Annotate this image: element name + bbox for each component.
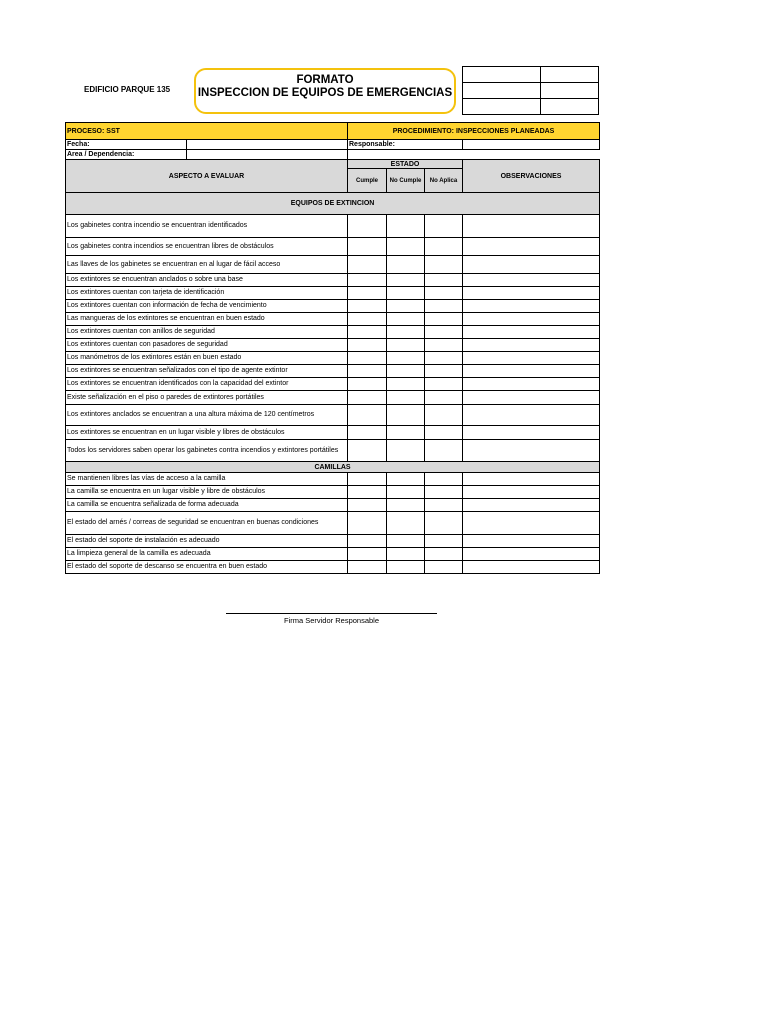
- code-row: [463, 67, 599, 83]
- observations-cell[interactable]: [463, 274, 600, 287]
- complies-cell[interactable]: [348, 300, 387, 313]
- not-applicable-cell[interactable]: [425, 238, 463, 256]
- not-applicable-cell[interactable]: [425, 300, 463, 313]
- complies-cell[interactable]: [348, 548, 387, 561]
- not-complies-cell[interactable]: [387, 486, 425, 499]
- observations-cell[interactable]: [463, 352, 600, 365]
- complies-header: Cumple: [348, 169, 387, 193]
- not-complies-header: No Cumple: [387, 169, 425, 193]
- date-field[interactable]: [187, 140, 348, 150]
- not-complies-cell[interactable]: [387, 274, 425, 287]
- complies-cell[interactable]: [348, 256, 387, 274]
- complies-cell[interactable]: [348, 215, 387, 238]
- not-complies-cell[interactable]: [387, 535, 425, 548]
- not-applicable-cell[interactable]: [425, 548, 463, 561]
- aspect-text: La camilla se encuentra en un lugar visible y libre de obstáculos: [66, 486, 348, 499]
- section-title: CAMILLAS: [66, 462, 600, 473]
- section-title: EQUIPOS DE EXTINCION: [66, 193, 600, 215]
- aspect-text: Los extintores cuentan con información de fecha de vencimiento: [66, 300, 348, 313]
- not-applicable-cell[interactable]: [425, 326, 463, 339]
- not-applicable-cell[interactable]: [425, 512, 463, 535]
- complies-cell[interactable]: [348, 535, 387, 548]
- signature-line: [226, 613, 437, 614]
- observations-cell[interactable]: [463, 405, 600, 426]
- aspect-text: Los extintores se encuentran señalizados con el tipo de agente extintor: [66, 365, 348, 378]
- table-row: [66, 365, 600, 378]
- complies-cell[interactable]: [348, 378, 387, 391]
- table-row: [66, 274, 600, 287]
- not-applicable-cell[interactable]: [425, 405, 463, 426]
- area-field[interactable]: [187, 150, 348, 160]
- not-applicable-cell[interactable]: [425, 440, 463, 462]
- table-row: [66, 238, 600, 256]
- complies-cell[interactable]: [348, 486, 387, 499]
- column-header-row: [66, 160, 600, 169]
- complies-cell[interactable]: [348, 561, 387, 574]
- complies-cell[interactable]: [348, 339, 387, 352]
- aspect-text: Los extintores cuentan con pasadores de seguridad: [66, 339, 348, 352]
- section-header-row: [66, 193, 600, 215]
- code-row: [463, 83, 599, 99]
- observations-cell[interactable]: [463, 326, 600, 339]
- not-complies-cell[interactable]: [387, 287, 425, 300]
- building-name: EDIFICIO PARQUE 135: [84, 85, 171, 94]
- code-row: [463, 99, 599, 115]
- not-complies-cell[interactable]: [387, 215, 425, 238]
- observations-cell[interactable]: [463, 215, 600, 238]
- area-label: Area / Dependencia:: [66, 150, 187, 160]
- observations-cell[interactable]: [463, 256, 600, 274]
- aspect-text: Los extintores se encuentran en un lugar visible y libres de obstáculos: [66, 426, 348, 440]
- aspect-text: Los extintores cuentan con tarjeta de identificación: [66, 287, 348, 300]
- observations-cell[interactable]: [463, 535, 600, 548]
- not-applicable-cell[interactable]: [425, 391, 463, 405]
- aspect-text: La camilla se encuentra señalizada de forma adecuada: [66, 499, 348, 512]
- table-row: [66, 426, 600, 440]
- complies-cell[interactable]: [348, 238, 387, 256]
- info-row-date: [66, 140, 600, 150]
- table-row: [66, 378, 600, 391]
- observations-header: OBSERVACIONES: [463, 160, 600, 193]
- table-row: [66, 339, 600, 352]
- aspect-text: La limpieza general de la camilla es adecuada: [66, 548, 348, 561]
- complies-cell[interactable]: [348, 440, 387, 462]
- observations-cell[interactable]: [463, 499, 600, 512]
- format-label: FORMATO: [296, 74, 354, 86]
- complies-cell[interactable]: [348, 287, 387, 300]
- not-complies-cell[interactable]: [387, 512, 425, 535]
- table-row: [66, 473, 600, 486]
- not-complies-cell[interactable]: [387, 378, 425, 391]
- table-row: [66, 215, 600, 238]
- not-complies-cell[interactable]: [387, 352, 425, 365]
- aspect-text: Los manómetros de los extintores están en buen estado: [66, 352, 348, 365]
- table-row: [66, 391, 600, 405]
- complies-cell[interactable]: [348, 473, 387, 486]
- responsible-field[interactable]: [463, 140, 600, 150]
- table-row: [66, 300, 600, 313]
- complies-cell[interactable]: [348, 365, 387, 378]
- table-row: [66, 313, 600, 326]
- section-header-row: [66, 462, 600, 473]
- date-label: Fecha:: [66, 140, 187, 150]
- not-applicable-cell[interactable]: [425, 486, 463, 499]
- observations-cell[interactable]: [463, 378, 600, 391]
- not-applicable-cell[interactable]: [425, 561, 463, 574]
- not-applicable-header: No Aplica: [425, 169, 463, 193]
- not-applicable-cell[interactable]: [425, 473, 463, 486]
- aspect-text: Todos los servidores saben operar los gabinetes contra incendios y extintores portátiles: [66, 440, 348, 462]
- observations-cell[interactable]: [463, 238, 600, 256]
- observations-cell[interactable]: [463, 365, 600, 378]
- not-complies-cell[interactable]: [387, 405, 425, 426]
- observations-cell[interactable]: [463, 391, 600, 405]
- not-complies-cell[interactable]: [387, 326, 425, 339]
- not-complies-cell[interactable]: [387, 339, 425, 352]
- aspect-text: El estado del soporte de instalación es adecuado: [66, 535, 348, 548]
- complies-cell[interactable]: [348, 352, 387, 365]
- not-applicable-cell[interactable]: [425, 215, 463, 238]
- observations-cell[interactable]: [463, 313, 600, 326]
- table-row: [66, 256, 600, 274]
- table-row: [66, 548, 600, 561]
- observations-cell[interactable]: [463, 339, 600, 352]
- not-complies-cell[interactable]: [387, 256, 425, 274]
- not-applicable-cell[interactable]: [425, 535, 463, 548]
- aspect-text: Los extintores cuentan con anillos de seguridad: [66, 326, 348, 339]
- not-applicable-cell[interactable]: [425, 378, 463, 391]
- aspect-text: Los extintores se encuentran anclados o sobre una base: [66, 274, 348, 287]
- not-applicable-cell[interactable]: [425, 287, 463, 300]
- table-row: [66, 405, 600, 426]
- table-row: [66, 352, 600, 365]
- not-applicable-cell[interactable]: [425, 365, 463, 378]
- table-row: [66, 561, 600, 574]
- aspect-text: Los gabinetes contra incendios se encuentran libres de obstáculos: [66, 238, 348, 256]
- state-header: ESTADO: [348, 160, 463, 169]
- complies-cell[interactable]: [348, 391, 387, 405]
- complies-cell[interactable]: [348, 426, 387, 440]
- table-row: [66, 287, 600, 300]
- table-row: [66, 535, 600, 548]
- complies-cell[interactable]: [348, 405, 387, 426]
- not-complies-cell[interactable]: [387, 473, 425, 486]
- observations-cell[interactable]: [463, 486, 600, 499]
- info-row-process: [66, 123, 600, 140]
- observations-cell[interactable]: [463, 473, 600, 486]
- not-complies-cell[interactable]: [387, 548, 425, 561]
- not-complies-cell[interactable]: [387, 440, 425, 462]
- title-box: [194, 68, 456, 114]
- not-applicable-cell[interactable]: [425, 499, 463, 512]
- aspect-text: Existe señalización en el piso o paredes de extintores portátiles: [66, 391, 348, 405]
- procedure-label: PROCEDIMIENTO: INSPECCIONES PLANEADAS: [348, 123, 600, 140]
- not-complies-cell[interactable]: [387, 300, 425, 313]
- responsible-label: Responsable:: [348, 140, 463, 150]
- table-row: [66, 326, 600, 339]
- observations-cell[interactable]: [463, 287, 600, 300]
- not-complies-cell[interactable]: [387, 238, 425, 256]
- table-row: [66, 512, 600, 535]
- table-row: [66, 486, 600, 499]
- aspect-text: El estado del soporte de descanso se encuentra en buen estado: [66, 561, 348, 574]
- aspect-text: El estado del arnés / correas de seguridad se encuentran en buenas condiciones: [66, 512, 348, 535]
- not-complies-cell[interactable]: [387, 391, 425, 405]
- complies-cell[interactable]: [348, 326, 387, 339]
- not-applicable-cell[interactable]: [425, 339, 463, 352]
- observations-cell[interactable]: [463, 548, 600, 561]
- observations-cell[interactable]: [463, 512, 600, 535]
- complies-cell[interactable]: [348, 499, 387, 512]
- not-complies-cell[interactable]: [387, 499, 425, 512]
- not-applicable-cell[interactable]: [425, 256, 463, 274]
- aspect-text: Los extintores se encuentran identificados con la capacidad del extintor: [66, 378, 348, 391]
- table-row: [66, 499, 600, 512]
- signature-label: Firma Servidor Responsable: [283, 616, 380, 625]
- not-applicable-cell[interactable]: [425, 274, 463, 287]
- aspect-text: Se mantienen libres las vías de acceso a la camilla: [66, 473, 348, 486]
- process-label: PROCESO: SST: [66, 123, 348, 140]
- info-row-area: [66, 150, 600, 160]
- aspect-text: Los gabinetes contra incendio se encuentran identificados: [66, 215, 348, 238]
- not-complies-cell[interactable]: [387, 313, 425, 326]
- complies-cell[interactable]: [348, 313, 387, 326]
- observations-cell[interactable]: [463, 561, 600, 574]
- table-row: [66, 440, 600, 462]
- complies-cell[interactable]: [348, 274, 387, 287]
- aspect-text: Los extintores anclados se encuentran a una altura máxima de 120 centímetros: [66, 405, 348, 426]
- not-complies-cell[interactable]: [387, 561, 425, 574]
- observations-cell[interactable]: [463, 440, 600, 462]
- not-complies-cell[interactable]: [387, 426, 425, 440]
- observations-cell[interactable]: [463, 300, 600, 313]
- inspection-table: [65, 122, 600, 574]
- document-code-table: [462, 66, 599, 115]
- document-title: INSPECCION DE EQUIPOS DE EMERGENCIAS: [197, 87, 453, 99]
- not-applicable-cell[interactable]: [425, 426, 463, 440]
- not-applicable-cell[interactable]: [425, 352, 463, 365]
- aspect-text: Las mangueras de los extintores se encuentran en buen estado: [66, 313, 348, 326]
- not-complies-cell[interactable]: [387, 365, 425, 378]
- complies-cell[interactable]: [348, 512, 387, 535]
- not-applicable-cell[interactable]: [425, 313, 463, 326]
- aspect-header: ASPECTO A EVALUAR: [66, 160, 348, 193]
- observations-cell[interactable]: [463, 426, 600, 440]
- aspect-text: Las llaves de los gabinetes se encuentran en al lugar de fácil acceso: [66, 256, 348, 274]
